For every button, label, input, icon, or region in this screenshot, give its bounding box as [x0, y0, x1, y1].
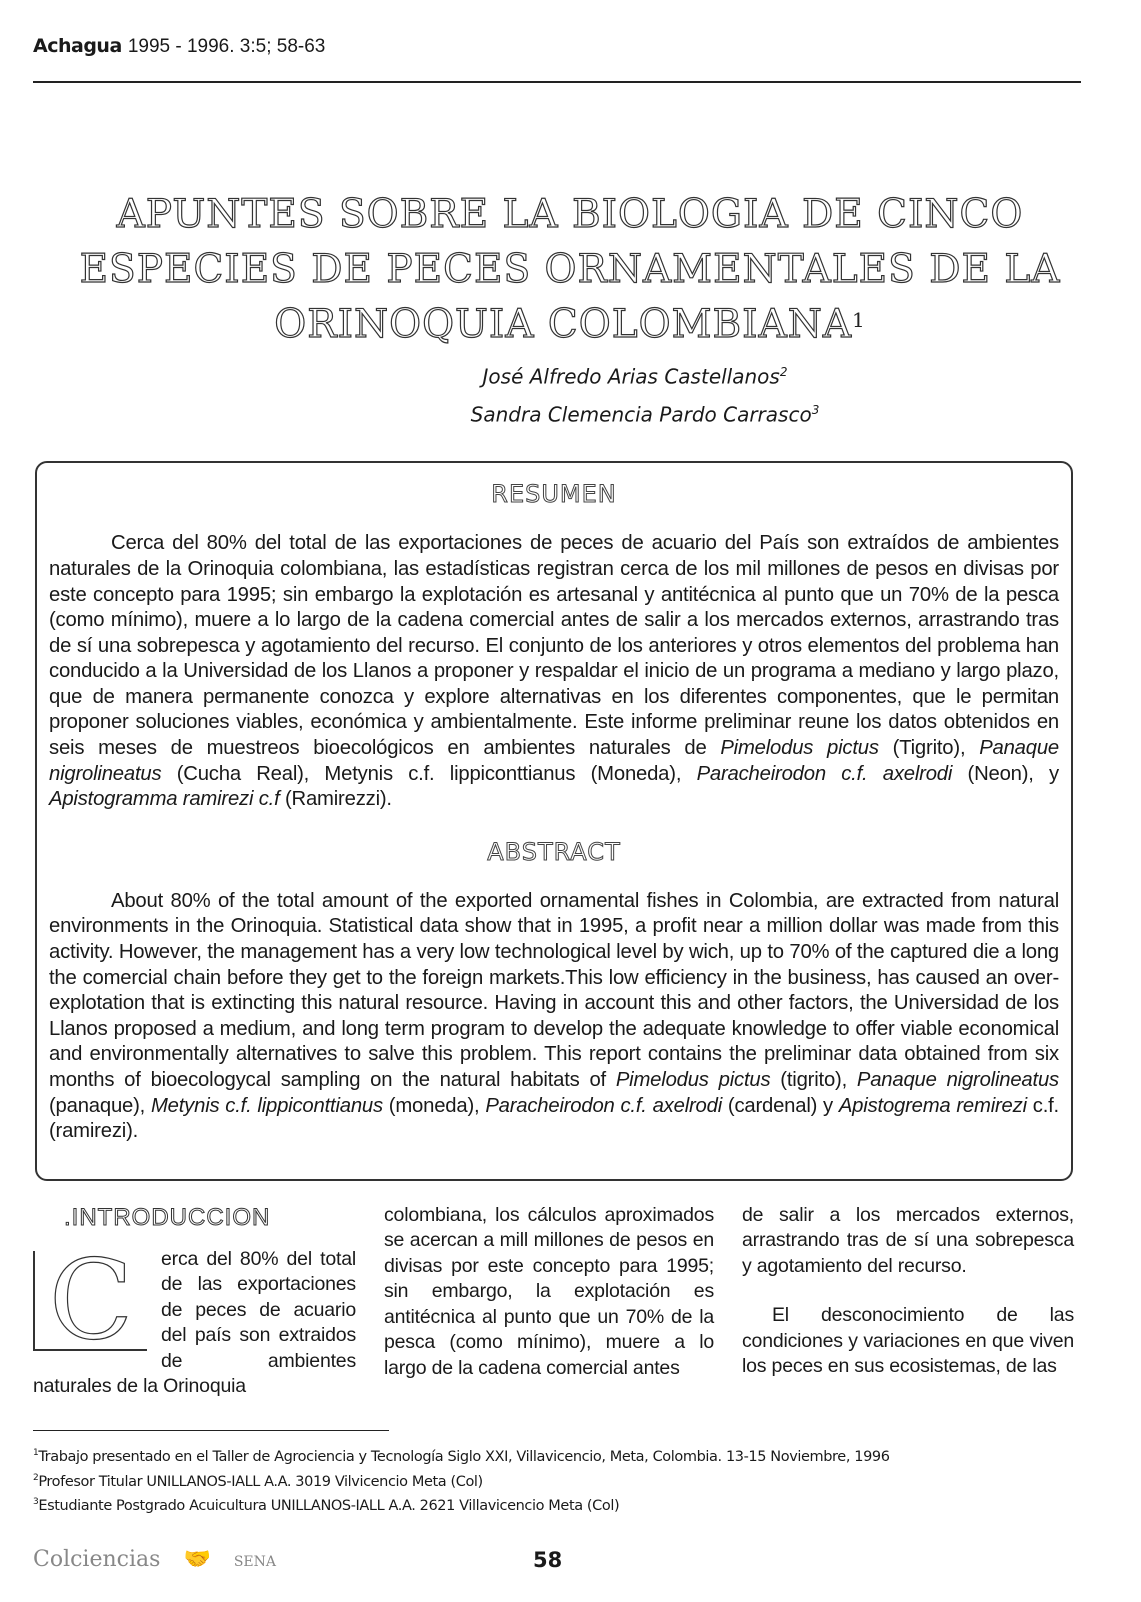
abstract-text [49, 889, 1059, 1145]
title-line [60, 297, 1080, 352]
intro-col3 [742, 1203, 1074, 1404]
author-name: Sandra Clemencia Pardo Carrasco [470, 402, 812, 427]
author [300, 356, 940, 394]
species-name: Apistogrema remirezi [838, 1094, 1027, 1117]
footnote-text: Trabajo presentado en el Taller de Agrociencia y Tecnología Siglo XXI, Villavicencio, Meta, Colombia. 13-15 Noviembre, 1996 [38, 1448, 890, 1465]
abstract-box [35, 461, 1073, 1180]
footnote-mark: 3 [33, 1497, 39, 1508]
abstract-heading: ABSTRACT [487, 837, 621, 866]
intro-col1-rest: ambientes naturales de la Orinoquia [33, 1349, 356, 1398]
footnote-mark: 1 [33, 1447, 39, 1458]
title-line: APUNTES SOBRE LA BIOLOGIA DE CINCO [116, 192, 1024, 237]
footnote-row [33, 1468, 1075, 1518]
text-segment: (Tigrito), [878, 737, 980, 760]
intro-col3-para: El desconocimiento de las condiciones y variaciones en que viven los peces en sus ecosistemas, de las [742, 1304, 1074, 1378]
introduccion-heading: .INTRODUCCION [64, 1203, 271, 1231]
sponsor-logos [33, 1547, 533, 1572]
text-segment: (Neon), y [952, 762, 1059, 785]
species-name: Pimelodus pictus [615, 1069, 771, 1091]
footnote [33, 1468, 483, 1493]
title-line: ESPECIES DE PECES ORNAMENTALES DE LA [79, 247, 1061, 292]
text-segment: (Cucha Real), Metynis c.f. lippiconttianus (Moneda), [161, 762, 697, 785]
species-name: Pimelodus pictus [720, 737, 879, 760]
text-segment: (tigrito), [770, 1069, 857, 1091]
citation: 1995 - 1996. 3:5; 58-63 [127, 36, 326, 57]
text-segment: (cardenal) y [722, 1094, 839, 1117]
footnote [33, 1443, 1075, 1468]
text-segment: Cerca del 80% del total de las exportaciones de peces de acuario del País son extraídos de ambientes naturales de la Orinoquia colombiana, las estadísticas registran cerca de los mil millones de pesos en divisas por este concepto para 1995; sin embargo la explotación es artesanal y antitécnica al punto que un 70% de la pesca (como mínimo), muere a lo largo de la cadena comercial antes de salir a los mercados externos, arrastrando tras de sí una sobrepesca y agotamiento del recurso. El conjunto de los anteriores y otros elementos del problema han conducido a la Universidad de los Llanos a proponer y respaldar el inicio de un programa a mediano y largo plazo, que de manera permanente conozca y explore alternativas en los diferentes componentes, que le permitan proponer soluciones viables, económica y ambientalmente. Este informe preliminar reune los datos obtenidos en seis meses de muestreos bioecológicos en ambientes naturales de [49, 532, 1059, 760]
running-header [33, 34, 1075, 59]
header-rule [33, 81, 1081, 83]
author-name: José Alfredo Arias Castellanos [482, 364, 780, 389]
footnotes [33, 1443, 1075, 1517]
resumen-heading: RESUMEN [491, 480, 617, 509]
footnote-mark: 3 [811, 402, 820, 417]
text-segment: (Ramirezzi). [279, 788, 392, 811]
drop-cap [33, 1251, 147, 1351]
species-name: Panaque nigrolineatus [856, 1069, 1059, 1091]
footnote [33, 1492, 619, 1517]
drop-cap-letter: C [49, 1250, 133, 1351]
text-segment: (moneda), [382, 1094, 486, 1117]
title-line-text: ORINOQUIA COLOMBIANA [274, 302, 853, 347]
text-segment: (panaque), [49, 1094, 151, 1117]
footnote-text: Estudiante Postgrado Acuicultura UNILLANOS-IALL A.A. 2621 Villavicencio Meta (Col) [38, 1498, 620, 1515]
intro-col1 [33, 1203, 356, 1400]
species-name: Paracheirodon c.f. axelrodi [485, 1094, 723, 1117]
species-name: Apistogramma ramirezi c.f [49, 788, 280, 811]
footnote-rule [33, 1430, 389, 1431]
species-name: Panaque nigrolineatus [49, 737, 1059, 785]
sena-logo: SENA [233, 1554, 277, 1571]
article-title [60, 187, 1080, 352]
resumen-text [49, 531, 1059, 813]
introduccion-section [33, 1203, 1075, 1404]
species-name: Metynis c.f. lippiconttianus [150, 1094, 383, 1117]
page-footer [33, 1547, 1075, 1572]
footnote-mark: 2 [779, 365, 788, 379]
footnote-mark: 2 [33, 1472, 39, 1483]
footnote-mark: 1 [852, 308, 866, 332]
text-segment: c.f. (ramirezi). [49, 1094, 1059, 1143]
authors [300, 356, 940, 431]
author [300, 394, 940, 432]
page-number: 58 [533, 1547, 563, 1572]
intro-col1-beside-cap: erca del 80% del total de las exportaciones de peces de acuario del país son extraidos de [161, 1247, 356, 1372]
intro-col3-para: de salir a los mercados externos, arrastrando tras de sí una sobrepesca y agotamiento del recurso. [742, 1203, 1074, 1277]
species-name: Paracheirodon c.f. axelrodi [696, 762, 953, 785]
text-segment: About 80% of the total amount of the exported ornamental fishes in Colombia, are extracted from natural environments in the Orinoquia. Statistical data show that in 1995, a profit near a million dollar was made from this activity. However, the management has a very low technological level by wich, up to 70% of the captured die a long the comercial chain before they get to the foreign markets.This low efficiency in the business, has caused an over-explotation that is extincting this natural resource. Having in account this and other factors, the Universidad de los Llanos proposed a medium, and long term program to develop the adequate knowledge to offer viable economical and environmentally alternatives to salve this problem. This report contains the preliminar data obtained from six months of bioecologycal sampling on the natural habitats of [49, 889, 1059, 1091]
handshake-icon: 🤝 [183, 1547, 211, 1573]
colciencias-logo: Colciencias [33, 1547, 161, 1573]
intro-col2: colombiana, los cálculos aproximados se acercan a mill millones de pesos en divisas por este concepto para 1995; sin embargo, la explotación es antitécnica al punto que un 70% de la pesca (como mínimo), muere a lo largo de la cadena comercial antes [384, 1203, 714, 1379]
footnote-text: Profesor Titular UNILLANOS-IALL A.A. 3019 Vilvicencio Meta (Col) [38, 1473, 483, 1490]
journal-name: Achagua [33, 35, 122, 57]
